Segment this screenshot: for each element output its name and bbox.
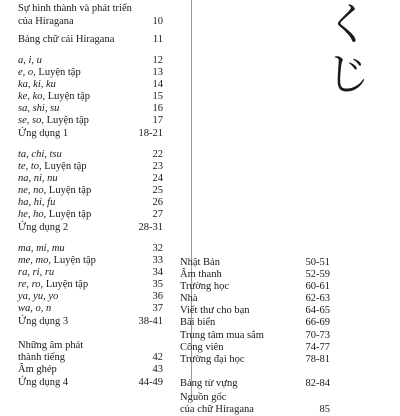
toc-entry-romaji: sa, shi, su xyxy=(18,103,60,114)
toc-entry-page: 85 xyxy=(319,404,330,415)
toc-entry-page: 14 xyxy=(152,79,163,90)
toc-entry-title xyxy=(18,91,90,103)
toc-entry-title xyxy=(18,197,55,209)
toc-entry-title: của Hiragana xyxy=(18,16,74,27)
chapter-heading-kana: くじ xyxy=(326,0,376,100)
toc-entry-page: 28-31 xyxy=(138,222,163,233)
toc-entry-page: 60-61 xyxy=(305,281,330,292)
toc-entry-suffix: Luyện tập xyxy=(35,67,81,78)
toc-entry-title: Ứng dụng 2 xyxy=(18,222,69,233)
toc-entry-title: Âm thanh xyxy=(180,269,222,280)
toc-entry-title xyxy=(18,67,81,79)
toc-entry-page: 17 xyxy=(152,115,163,126)
toc-entry-page: 34 xyxy=(152,267,163,278)
toc-entry-page: 52-59 xyxy=(305,269,330,280)
toc-entry-romaji: ke, ko, xyxy=(18,91,46,102)
toc-entry-romaji: ma, mi, mu xyxy=(18,243,65,254)
toc-entry-title: Nhật Bản xyxy=(180,257,220,268)
toc-entry-page: 26 xyxy=(152,197,163,208)
toc-entry-title xyxy=(18,173,58,185)
toc-entry-page: 38-41 xyxy=(138,316,163,327)
toc-entry-title xyxy=(18,161,87,173)
toc-entry-romaji: re, ro, xyxy=(18,279,44,290)
toc-entry-romaji: e, o, xyxy=(18,67,36,78)
toc-entry-page: 74-77 xyxy=(305,342,330,353)
toc-entry-romaji: ha, hi, fu xyxy=(18,197,56,208)
toc-entry-page: 18-21 xyxy=(138,128,163,139)
toc-entry-title xyxy=(18,79,56,91)
toc-entry-title: Âm ghép xyxy=(18,364,57,375)
toc-entry-title: Ứng dụng 3 xyxy=(18,316,69,327)
toc-entry-title xyxy=(18,279,88,291)
toc-entry-page: 33 xyxy=(152,255,163,266)
toc-entry-title xyxy=(18,267,54,279)
toc-entry-title xyxy=(18,243,65,255)
toc-entry-title xyxy=(18,303,51,315)
toc-entry-romaji: ya, yu, yo xyxy=(18,291,59,302)
toc-entry-title xyxy=(18,115,89,127)
toc-entry-page: 23 xyxy=(152,161,163,172)
toc-entry-title: Những âm phát xyxy=(18,340,84,351)
toc-entry-page: 22 xyxy=(152,149,163,160)
toc-entry-title: Bãi biển xyxy=(180,317,216,328)
toc-entry-romaji: ka, ki, ku xyxy=(18,79,56,90)
toc-entry-title xyxy=(18,209,91,221)
toc-entry-title: Nhà xyxy=(180,293,198,304)
toc-entry-romaji: te, to, xyxy=(18,161,42,172)
toc-entry-romaji: wa, o, n xyxy=(18,303,52,314)
toc-entry-page: 44-49 xyxy=(138,377,163,388)
toc-entry-title: Bảng từ vựng xyxy=(180,378,238,389)
toc-entry-page: 27 xyxy=(152,209,163,220)
toc-entry-page: 15 xyxy=(152,91,163,102)
toc-entry-suffix: Luyện tập xyxy=(46,185,92,196)
toc-entry-page: 50-51 xyxy=(305,257,330,268)
toc-entry-suffix: Luyện tập xyxy=(50,255,96,266)
toc-entry-title: Ứng dụng 1 xyxy=(18,128,69,139)
toc-entry-romaji: he, ho, xyxy=(18,209,47,220)
toc-entry-page: 42 xyxy=(152,352,163,363)
toc-entry-romaji: se, so, xyxy=(18,115,44,126)
toc-entry-page: 16 xyxy=(152,103,163,114)
toc-entry-romaji: na, ni, nu xyxy=(18,173,58,184)
toc-entry-suffix: Luyện tập xyxy=(45,91,91,102)
toc-entry-title xyxy=(18,291,58,303)
toc-entry-page: 66-69 xyxy=(305,317,330,328)
toc-entry-suffix: Luyện tập xyxy=(46,209,92,220)
toc-entry-page: 36 xyxy=(152,291,163,302)
toc-entry-title xyxy=(18,255,96,267)
toc-entry-page: 37 xyxy=(152,303,163,314)
toc-entry-title xyxy=(18,103,59,115)
toc-entry-page: 12 xyxy=(152,55,163,66)
toc-entry-suffix: Luyện tập xyxy=(43,279,89,290)
toc-entry-title xyxy=(18,149,62,161)
toc-entry-page: 62-63 xyxy=(305,293,330,304)
toc-entry-page: 32 xyxy=(152,243,163,254)
toc-entry-page: 24 xyxy=(152,173,163,184)
toc-entry-page: 25 xyxy=(152,185,163,196)
toc-entry-romaji: ra, ri, ru xyxy=(18,267,55,278)
toc-entry-suffix: Luyện tập xyxy=(43,115,89,126)
toc-entry-title: Trường đại học xyxy=(180,354,245,365)
toc-entry-romaji: me, mo, xyxy=(18,255,51,266)
toc-entry-page: 82-84 xyxy=(305,378,330,389)
toc-entry-title: của chữ Hiragana xyxy=(180,404,254,415)
toc-entry-title: Viết thư cho bạn xyxy=(180,305,250,316)
toc-entry-romaji: a, i, u xyxy=(18,55,42,66)
toc-entry-title: Bảng chữ cái Hiragana xyxy=(18,34,115,45)
toc-entry-title: Ứng dụng 4 xyxy=(18,377,69,388)
toc-entry-title xyxy=(18,55,42,67)
toc-entry-title: Công viên xyxy=(180,342,224,353)
toc-entry-page: 64-65 xyxy=(305,305,330,316)
toc-entry-page: 11 xyxy=(152,34,163,45)
toc-entry-page: 35 xyxy=(152,279,163,290)
toc-entry-page: 78-81 xyxy=(305,354,330,365)
toc-entry-title: Trường học xyxy=(180,281,230,292)
toc-entry-title: Trung tâm mua sắm xyxy=(180,330,264,341)
toc-entry-romaji: ne, no, xyxy=(18,185,47,196)
toc-entry-title xyxy=(18,185,91,197)
toc-entry-title: thành tiếng xyxy=(18,352,65,363)
toc-entry-page: 70-73 xyxy=(305,330,330,341)
toc-entry-title: Nguồn gốc xyxy=(180,392,227,403)
toc-entry-suffix: Luyện tập xyxy=(41,161,87,172)
toc-entry-page: 13 xyxy=(152,67,163,78)
toc-entry-page: 43 xyxy=(152,364,163,375)
toc-entry-title: Sự hình thành và phát triển xyxy=(18,3,132,14)
toc-entry-romaji: ta, chi, tsu xyxy=(18,149,62,160)
toc-entry-page: 10 xyxy=(152,16,163,27)
